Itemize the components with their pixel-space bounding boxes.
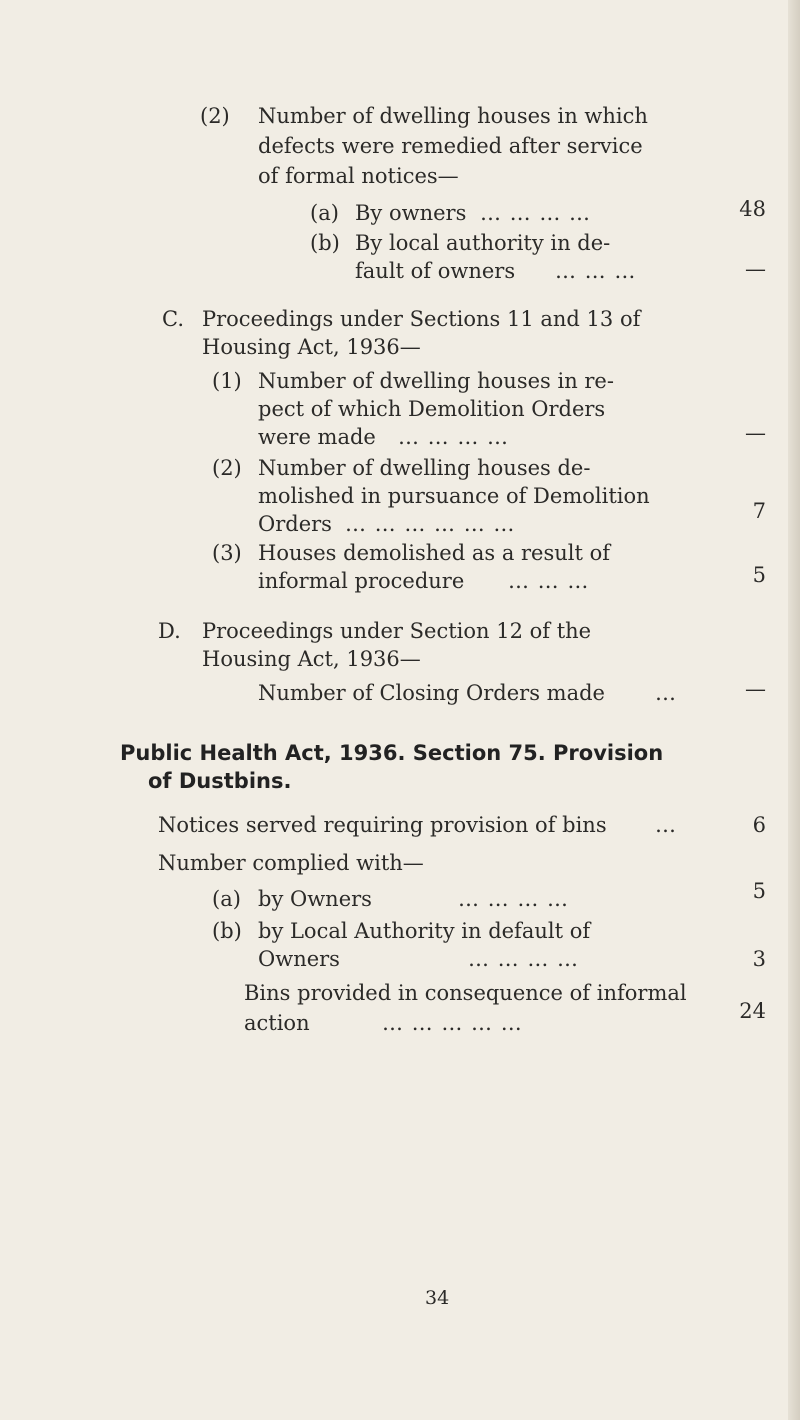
sub-text: By local authority in de-: [355, 231, 611, 255]
sub-label: (a): [212, 887, 241, 911]
leader-dots: …: [655, 681, 677, 705]
sub-text: by Owners: [258, 887, 372, 911]
item-text: of formal notices—: [258, 164, 459, 188]
leader-dots: … … … …: [480, 201, 592, 225]
item-text: Number of dwelling houses in which: [258, 104, 648, 128]
count-value: 5: [752, 563, 766, 587]
count-value: —: [745, 677, 766, 701]
item-text: were made: [258, 425, 376, 449]
item-text: pect of which Demolition Orders: [258, 397, 606, 421]
dustbins-heading: of Dustbins.: [148, 769, 292, 793]
item-text: Number of Closing Orders made: [258, 681, 605, 705]
item-text: informal procedure: [258, 569, 465, 593]
count-value: 24: [739, 999, 766, 1023]
section-letter: D.: [158, 619, 181, 643]
item-text: Number of dwelling houses in re-: [258, 369, 614, 393]
item-text: Houses demolished as a result of: [258, 541, 611, 565]
leader-dots: … … … …: [458, 887, 570, 911]
leader-dots: … … …: [508, 569, 590, 593]
section-heading: Proceedings under Section 12 of the: [202, 619, 592, 643]
section-heading: Proceedings under Sections 11 and 13 of: [202, 307, 641, 331]
sub-label: (a): [310, 201, 339, 225]
item-label: (2): [200, 104, 230, 128]
item-text: Bins provided in consequence of informal: [244, 981, 687, 1005]
count-value: 6: [752, 813, 766, 837]
dustbins-heading: Public Health Act, 1936. Section 75. Provision: [120, 741, 664, 765]
count-value: 7: [752, 499, 766, 523]
page-edge: [788, 0, 800, 1420]
item-text: molished in pursuance of Demolition: [258, 484, 650, 508]
item-text: Notices served requiring provision of bins: [158, 813, 607, 837]
leader-dots: … … … … …: [382, 1011, 523, 1035]
item-text: Number complied with—: [158, 851, 424, 875]
sub-label: (b): [310, 231, 340, 255]
leader-dots: … … … …: [398, 425, 510, 449]
item-label: (1): [212, 369, 242, 393]
item-text: action: [244, 1011, 310, 1035]
count-value: —: [745, 257, 766, 281]
sub-label: (b): [212, 919, 242, 943]
sub-text: fault of owners: [355, 259, 516, 283]
leader-dots: … … … …: [468, 947, 580, 971]
item-text: defects were remedied after service: [258, 134, 643, 158]
leader-dots: … … …: [555, 259, 637, 283]
sub-text: by Local Authority in default of: [258, 919, 591, 943]
section-letter: C.: [162, 307, 184, 331]
count-value: 3: [752, 947, 766, 971]
count-value: —: [745, 421, 766, 445]
count-value: 5: [752, 879, 766, 903]
item-text: Orders: [258, 512, 332, 536]
sub-text: By owners: [355, 201, 467, 225]
item-label: (3): [212, 541, 242, 565]
sub-text: Owners: [258, 947, 340, 971]
leader-dots: … … … … … …: [345, 512, 516, 536]
section-heading: Housing Act, 1936—: [202, 335, 421, 359]
section-heading: Housing Act, 1936—: [202, 647, 421, 671]
item-label: (2): [212, 456, 242, 480]
item-text: Number of dwelling houses de-: [258, 456, 591, 480]
count-value: 48: [739, 197, 766, 221]
page-number: 34: [425, 1287, 450, 1309]
leader-dots: …: [655, 813, 677, 837]
